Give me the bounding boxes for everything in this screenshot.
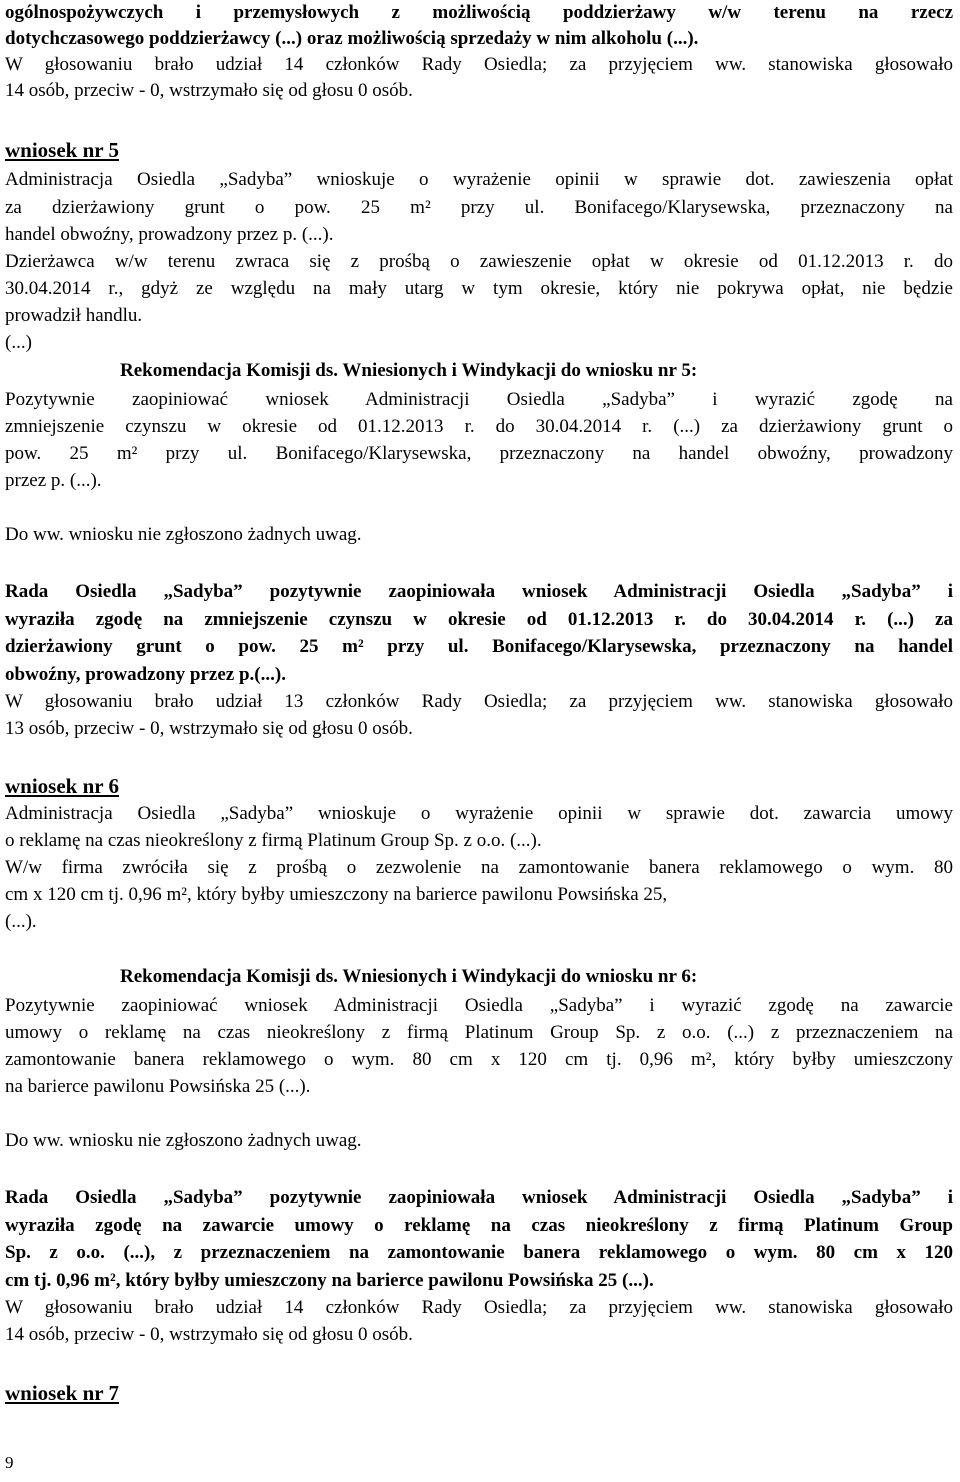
wniosek-5-remarks: Do ww. wniosku nie zgłoszono żadnych uwag. bbox=[5, 524, 362, 545]
wniosek-6-decision-line: Rada Osiedla „Sadyba” pozytywnie zaopiniowała wniosek Administracji Osiedla „Sadyba” i bbox=[5, 1187, 953, 1208]
wniosek-6-decision-line: Sp. z o.o. (...), z przeznaczeniem na zamontowanie banera reklamowego o wym. 80 cm x 120 bbox=[5, 1242, 953, 1263]
wniosek-6-heading: wniosek nr 6 bbox=[5, 774, 119, 798]
intro-vote-line: 14 osób, przeciw - 0, wstrzymało się od głosu 0 osób. bbox=[5, 80, 413, 101]
wniosek-5-vote-line: 13 osób, przeciw - 0, wstrzymało się od głosu 0 osób. bbox=[5, 718, 413, 739]
wniosek-6-body-line: o reklamę na czas nieokreślony z firmą Platinum Group Sp. z o.o. (...). bbox=[5, 830, 542, 851]
wniosek-5-recommendation-line: zmniejszenie czynszu w okresie od 01.12.2013 r. do 30.04.2014 r. (...) za dzierżawiony grunt o bbox=[5, 416, 953, 437]
wniosek-6-body-line: Administracja Osiedla „Sadyba” wnioskuje o wyrażenie opinii w sprawie dot. zawarcia umowy bbox=[5, 803, 953, 824]
wniosek-6-vote-line: W głosowaniu brało udział 14 członków Rady Osiedla; za przyjęciem ww. stanowiska głosowało bbox=[5, 1297, 953, 1318]
wniosek-5-recommendation-title: Rekomendacja Komisji ds. Wniesionych i Windykacji do wniosku nr 5: bbox=[120, 360, 698, 381]
wniosek-6-recommendation-line: umowy o reklamę na czas nieokreślony z firmą Platinum Group Sp. z o.o. (...) z przeznaczeniem na bbox=[5, 1022, 953, 1043]
wniosek-5-recommendation-line: pow. 25 m² przy ul. Bonifacego/Klarysewska, przeznaczony na handel obwoźny, prowadzony bbox=[5, 443, 953, 464]
wniosek-5-recommendation-line: Pozytywnie zaopiniować wniosek Administracji Osiedla „Sadyba” i wyrazić zgodę na bbox=[5, 389, 953, 410]
wniosek-6-vote-line: 14 osób, przeciw - 0, wstrzymało się od głosu 0 osób. bbox=[5, 1324, 413, 1345]
wniosek-6-body-line: cm x 120 cm tj. 0,96 m², który byłby umieszczony na barierce pawilonu Powsińska 25, bbox=[5, 884, 668, 905]
wniosek-5-decision-line: obwoźny, prowadzony przez p.(...). bbox=[5, 664, 286, 685]
wniosek-5-heading: wniosek nr 5 bbox=[5, 138, 119, 162]
wniosek-6-body-line: W/w firma zwróciła się z prośbą o zezwolenie na zamontowanie banera reklamowego o wym. 80 bbox=[5, 857, 953, 878]
wniosek-5-decision-line: Rada Osiedla „Sadyba” pozytywnie zaopiniowała wniosek Administracji Osiedla „Sadyba” i bbox=[5, 581, 953, 602]
wniosek-6-recommendation-line: zamontowanie banera reklamowego o wym. 80 cm x 120 cm tj. 0,96 m², który byłby umieszczony bbox=[5, 1049, 953, 1070]
wniosek-5-body-line: Administracja Osiedla „Sadyba” wnioskuje o wyrażenie opinii w sprawie dot. zawieszenia opłat bbox=[5, 169, 953, 190]
wniosek-6-recommendation-line: na barierce pawilonu Powsińska 25 (...). bbox=[5, 1076, 311, 1097]
wniosek-5-decision-line: wyraziła zgodę na zmniejszenie czynszu w okresie od 01.12.2013 r. do 30.04.2014 r. (...) za bbox=[5, 609, 953, 630]
wniosek-5-body-line: 30.04.2014 r., gdyż ze względu na mały utarg w tym okresie, który nie pokrywa opłat, nie będzie bbox=[5, 278, 953, 299]
wniosek-5-body-line: handel obwoźny, prowadzony przez p. (...). bbox=[5, 224, 334, 245]
wniosek-6-remarks: Do ww. wniosku nie zgłoszono żadnych uwag. bbox=[5, 1130, 362, 1151]
wniosek-6-decision-line: cm tj. 0,96 m², który byłby umieszczony na barierce pawilonu Powsińska 25 (...). bbox=[5, 1270, 654, 1291]
wniosek-5-decision-line: dzierżawiony grunt o pow. 25 m² przy ul. Bonifacego/Klarysewska, przeznaczony na handel bbox=[5, 636, 953, 657]
intro-vote-line: W głosowaniu brało udział 14 członków Rady Osiedla; za przyjęciem ww. stanowiska głosowało bbox=[5, 54, 953, 75]
wniosek-5-recommendation-line: przez p. (...). bbox=[5, 470, 102, 491]
wniosek-5-vote-line: W głosowaniu brało udział 13 członków Rady Osiedla; za przyjęciem ww. stanowiska głosowało bbox=[5, 691, 953, 712]
wniosek-6-body-line: (...). bbox=[5, 911, 37, 932]
wniosek-5-body-line: za dzierżawiony grunt o pow. 25 m² przy ul. Bonifacego/Klarysewska, przeznaczony na bbox=[5, 197, 953, 218]
wniosek-6-decision-line: wyraziła zgodę na zawarcie umowy o reklamę na czas nieokreślony z firmą Platinum Group bbox=[5, 1215, 953, 1236]
wniosek-6-recommendation-title: Rekomendacja Komisji ds. Wniesionych i Windykacji do wniosku nr 6: bbox=[120, 966, 698, 987]
intro-line: dotychczasowego poddzierżawcy (...) oraz możliwością sprzedaży w nim alkoholu (...). bbox=[5, 28, 699, 49]
page-number: 9 bbox=[5, 1453, 14, 1472]
wniosek-7-heading: wniosek nr 7 bbox=[5, 1381, 119, 1405]
wniosek-6-recommendation-line: Pozytywnie zaopiniować wniosek Administracji Osiedla „Sadyba” i wyrazić zgodę na zawarcie bbox=[5, 995, 953, 1016]
wniosek-5-body-line: Dzierżawca w/w terenu zwraca się z prośbą o zawieszenie opłat w okresie od 01.12.2013 r. do bbox=[5, 251, 953, 272]
wniosek-5-body-line: prowadził handlu. bbox=[5, 305, 143, 326]
wniosek-5-body-line: (...) bbox=[5, 332, 32, 353]
intro-line: ogólnospożywczych i przemysłowych z możliwością poddzierżawy w/w terenu na rzecz bbox=[5, 2, 953, 23]
